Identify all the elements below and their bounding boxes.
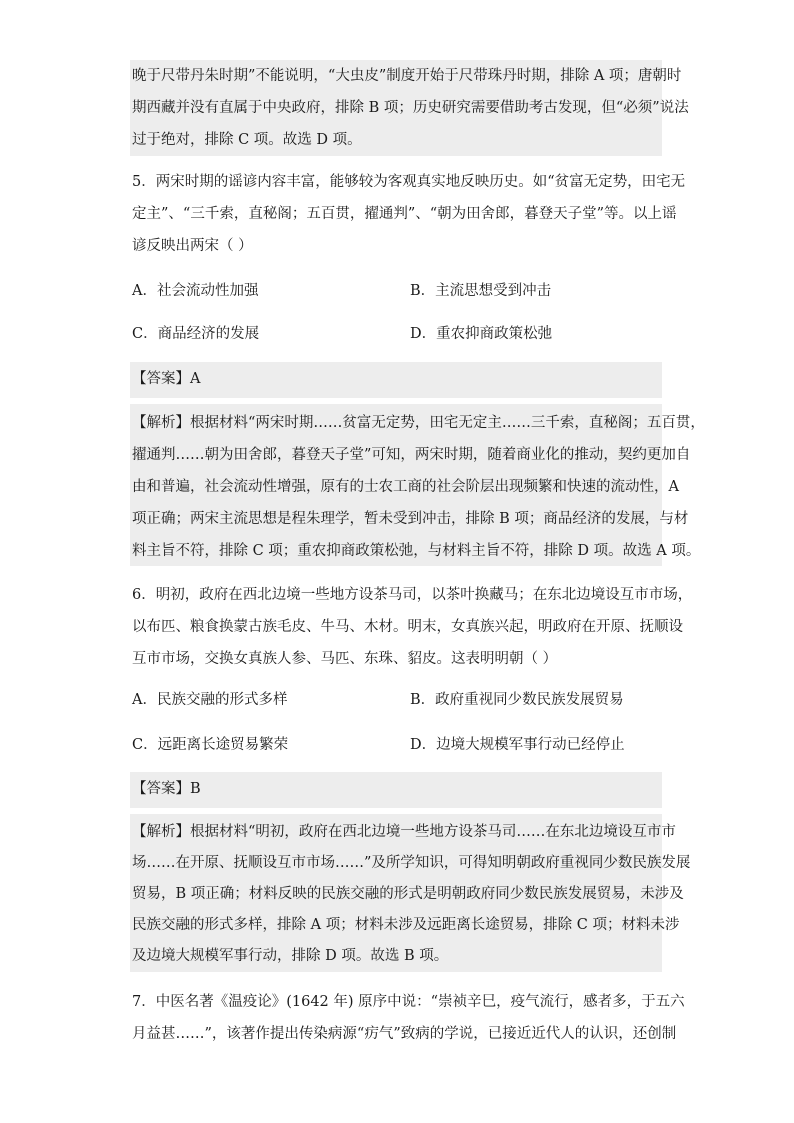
q6-stem-line: 以布匹、粮食换蒙古族毛皮、牛马、木材。明末，女真族兴起，明政府在开原、抚顺设: [132, 619, 683, 635]
q6-explanation-line: 场……在开原、抚顺设互市市场……”及所学知识，可得知明朝政府重视同少数民族发展: [132, 855, 691, 871]
q5-answer: 【答案】A: [132, 371, 201, 387]
q6-option-b: B．政府重视同少数民族发展贸易: [410, 692, 624, 708]
q6-stem-line: 互市市场，交换女真族人参、马匹、东珠、貂皮。这表明明朝（ ）: [132, 651, 558, 667]
q5-explanation-line: 料主旨不符，排除 C 项；重农抑商政策松弛，与材料主旨不符，排除 D 项。故选 A 项。: [132, 543, 701, 559]
q5-explanation-line: 擢通判……朝为田舍郎，暮登天子堂”可知，两宋时期，随着商业化的推动，契约更加自: [132, 447, 691, 463]
q5-option-a: A．社会流动性加强: [132, 283, 259, 299]
q5-option-b: B．主流思想受到冲击: [410, 283, 552, 299]
q6-explanation-line: 贸易，B 项正确；材料反映的民族交融的形式是明朝政府同少数民族发展贸易，未涉及: [132, 886, 684, 902]
q6-explanation-line: 【解析】根据材料“明初，政府在西北边境一些地方设茶马司……在东北边境设互市市: [132, 824, 676, 840]
q6-explanation-line: 民族交融的形式多样，排除 A 项；材料未涉及远距离长途贸易，排除 C 项；材料未涉: [132, 917, 680, 933]
q4-explanation-line: 晚于尺带丹朱时期”不能说明，“大虫皮”制度开始于尺带珠丹时期，排除 A 项；唐朝时: [132, 68, 682, 84]
q5-stem-line: 谚反映出两宋（ ）: [132, 238, 253, 254]
q6-explanation-line: 及边境大规模军事行动，排除 D 项。故选 B 项。: [132, 948, 449, 964]
q6-option-d: D．边境大规模军事行动已经停止: [410, 737, 625, 753]
q7-stem-line: 月益甚……”，该著作提出传染病源“疠气”致病的学说，已接近近代人的认识，还创制: [132, 1026, 677, 1042]
q6-answer: 【答案】B: [132, 781, 201, 797]
q5-explanation-line: 由和普遍，社会流动性增强，原有的士农工商的社会阶层出现频繁和快速的流动性，A: [132, 479, 679, 495]
q7-stem-line: 7．中医名著《温疫论》(1642 年) 原序中说：“崇祯辛巳，疫气流行，感者多，于五六: [132, 994, 685, 1010]
q4-explanation-line: 过于绝对，排除 C 项。故选 D 项。: [132, 132, 362, 148]
q4-explanation-line: 期西藏并没有直属于中央政府，排除 B 项；历史研究需要借助考古发现，但“必须”说法: [132, 100, 689, 116]
q5-stem-line: 5．两宋时期的谣谚内容丰富，能够较为客观真实地反映历史。如“贫富无定势，田宅无: [132, 174, 686, 190]
q5-option-d: D．重农抑商政策松弛: [410, 326, 553, 342]
q6-option-c: C．远距离长途贸易繁荣: [132, 737, 289, 753]
q5-stem-line: 定主”、“三千索，直秘阁；五百贯，擢通判”、“朝为田舍郎，暮登天子堂”等。以上谣: [132, 206, 677, 222]
q5-explanation-line: 【解析】根据材料“两宋时期……贫富无定势，田宅无定主……三千索，直秘阁；五百贯，: [132, 415, 705, 431]
q5-option-c: C．商品经济的发展: [132, 326, 260, 342]
q5-explanation-line: 项正确；两宋主流思想是程朱理学，暂未受到冲击，排除 B 项；商品经济的发展，与材: [132, 511, 689, 527]
q6-stem-line: 6．明初，政府在西北边境一些地方设茶马司，以茶叶换藏马；在东北边境设互市市场，: [132, 587, 693, 603]
q6-option-a: A．民族交融的形式多样: [132, 692, 288, 708]
